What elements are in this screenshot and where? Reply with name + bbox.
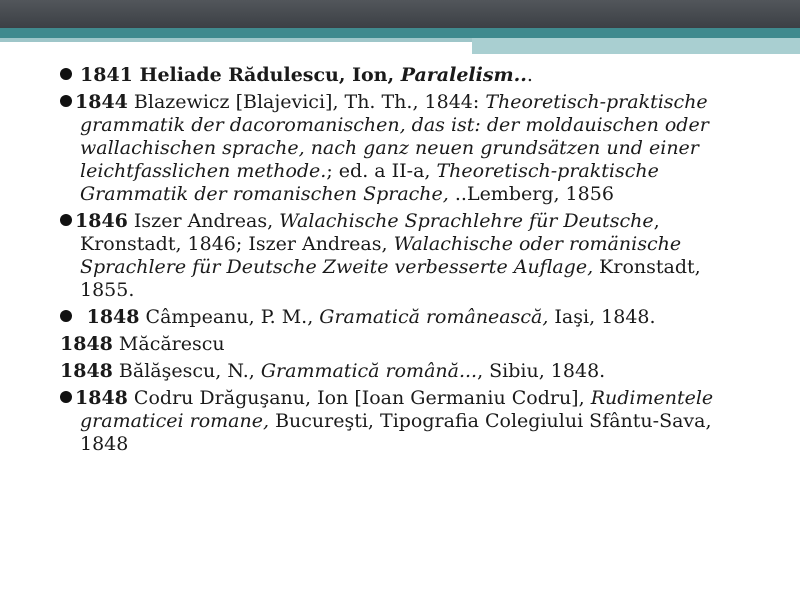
entry-text: Codru Drăguşanu, Ion [Ioan Germaniu Codru], [127,387,591,409]
entry-text: Bălăşescu, N., [112,360,261,382]
bullet-icon [60,68,72,80]
entry-title: Theoretisch-praktische grammatik der dacoromanischen, das ist: der moldauischen oder wallachischen sprache, nach ganz neuen grundsätzen und einer leichtfasslichen methode. [80,91,709,182]
list-item [60,306,740,329]
entry-text: Iaşi, 1848. [548,306,656,328]
entry-text: , Kronstadt, 1846; Iszer Andreas, [80,210,660,255]
entry-title: Walachische oder romänische Sprachlere für Deutsche Zweite verbesserte Auflage, [80,233,682,278]
entry-text: Iszer Andreas, [127,210,280,232]
entry-year: 1848 [75,387,128,409]
bullet-icon [60,214,72,226]
bibliography-list [60,64,740,460]
entry-text: Kronstadt, 1855. [80,256,701,301]
entry-year: 1844 [75,91,128,113]
list-item [60,333,740,356]
entry-title: Paralelism.. [400,64,527,86]
entry-text: Blazewicz [Blajevici], Th. Th., 1844: [127,91,486,113]
entry-year: 1848 [80,306,140,328]
list-item [60,210,740,302]
entry-title: Walachische Sprachlehre für Deutsche [279,210,654,232]
entry-title: Grammatică română... [260,360,478,382]
list-item [60,387,740,456]
header-band-light-right [472,38,800,54]
entry-title: Gramatică românească, [319,306,549,328]
list-item [60,64,740,87]
list-item [60,91,740,206]
entry-title: Theoretisch-praktische Grammatik der romanischen Sprache, [80,160,659,205]
entry-text: , Sibiu, 1848. [477,360,606,382]
entry-text: Măcărescu [112,333,225,355]
entry-year: 1848 [60,360,113,382]
entry-year: 1848 [60,333,113,355]
header-band-dark [0,0,800,28]
entry-year: 1846 [75,210,128,232]
header-band-light-left [0,38,472,42]
entry-text: . [526,64,533,86]
list-item [60,360,740,383]
entry-title: Rudimentele gramaticei romane, [80,387,714,432]
bullet-icon [60,391,72,403]
entry-text: Câmpeanu, P. M., [139,306,320,328]
entry-text: 1841 Heliade Rădulescu, Ion, [80,64,401,86]
entry-text: Bucureşti, Tipografia Colegiului Sfântu-Sava, 1848 [80,410,712,455]
bullet-icon [60,95,72,107]
entry-text: ; ed. a II-a, [326,160,437,182]
entry-text: ..Lemberg, 1856 [448,183,614,205]
bullet-icon [60,310,72,322]
header-band-teal [0,28,800,38]
